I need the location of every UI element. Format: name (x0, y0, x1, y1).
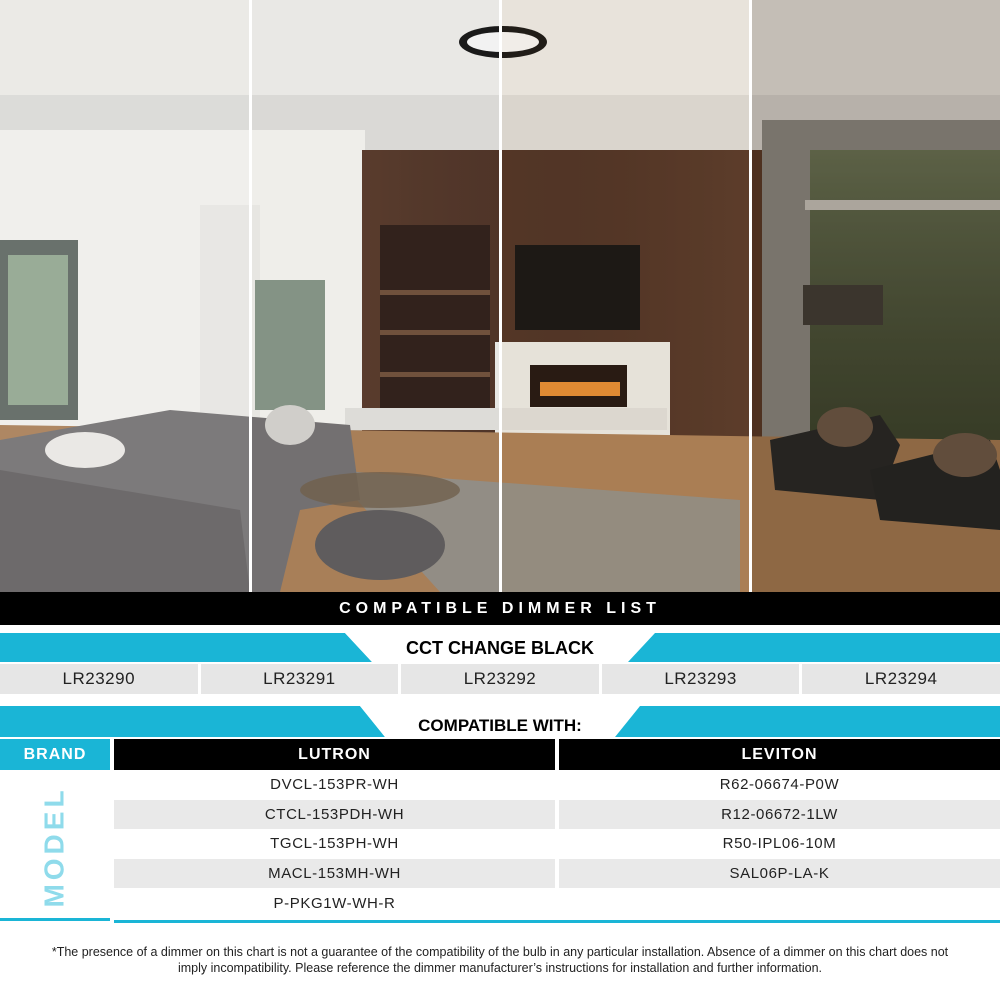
compat-section-header (0, 704, 1000, 737)
leviton-model: R62-06674-P0W (719, 776, 840, 794)
leviton-model: SAL06P-LA-K (559, 859, 1000, 889)
lutron-model: DVCL-153PR-WH (270, 776, 399, 794)
lutron-model: TGCL-153PH-WH (270, 835, 399, 853)
lutron-header: LUTRON (114, 739, 555, 770)
product-section-header (0, 629, 1000, 662)
product-section-heading: CCT CHANGE BLACK (406, 638, 594, 658)
brand-header: BRAND (0, 739, 110, 770)
product-model: LR23291 (201, 664, 399, 694)
dimmer-list-title-bar (0, 592, 1000, 625)
product-model-row (0, 664, 1000, 694)
leviton-model-list (559, 770, 1000, 918)
disclaimer-footnote: *The presence of a dimmer on this chart is not a guarantee of the compatibility of the bulb in any particular installation. Absence of a dimmer on this chart does not imply incompatibility. Please reference the dimmer manufacturer’s instructions for installation and further information. (51, 945, 949, 975)
lutron-model: P-PKG1W-WH-R (273, 894, 396, 912)
compat-section-heading: COMPATIBLE WITH: (418, 716, 582, 735)
leviton-header: LEVITON (559, 739, 1000, 770)
model-column (0, 773, 110, 921)
lutron-model-list (114, 770, 555, 918)
page-title: COMPATIBLE DIMMER LIST (339, 599, 661, 617)
lutron-model: CTCL-153PDH-WH (114, 800, 555, 830)
product-model: LR23294 (802, 664, 1000, 694)
product-model: LR23292 (401, 664, 599, 694)
lutron-model: MACL-153MH-WH (114, 859, 555, 889)
product-model: LR23290 (0, 664, 198, 694)
leviton-model: R12-06672-1LW (559, 800, 1000, 830)
product-model: LR23293 (602, 664, 800, 694)
model-label: MODEL (39, 786, 71, 908)
leviton-model: R50-IPL06-10M (722, 835, 837, 853)
leviton-model (559, 888, 1000, 918)
table-bottom-rule (114, 920, 1000, 923)
